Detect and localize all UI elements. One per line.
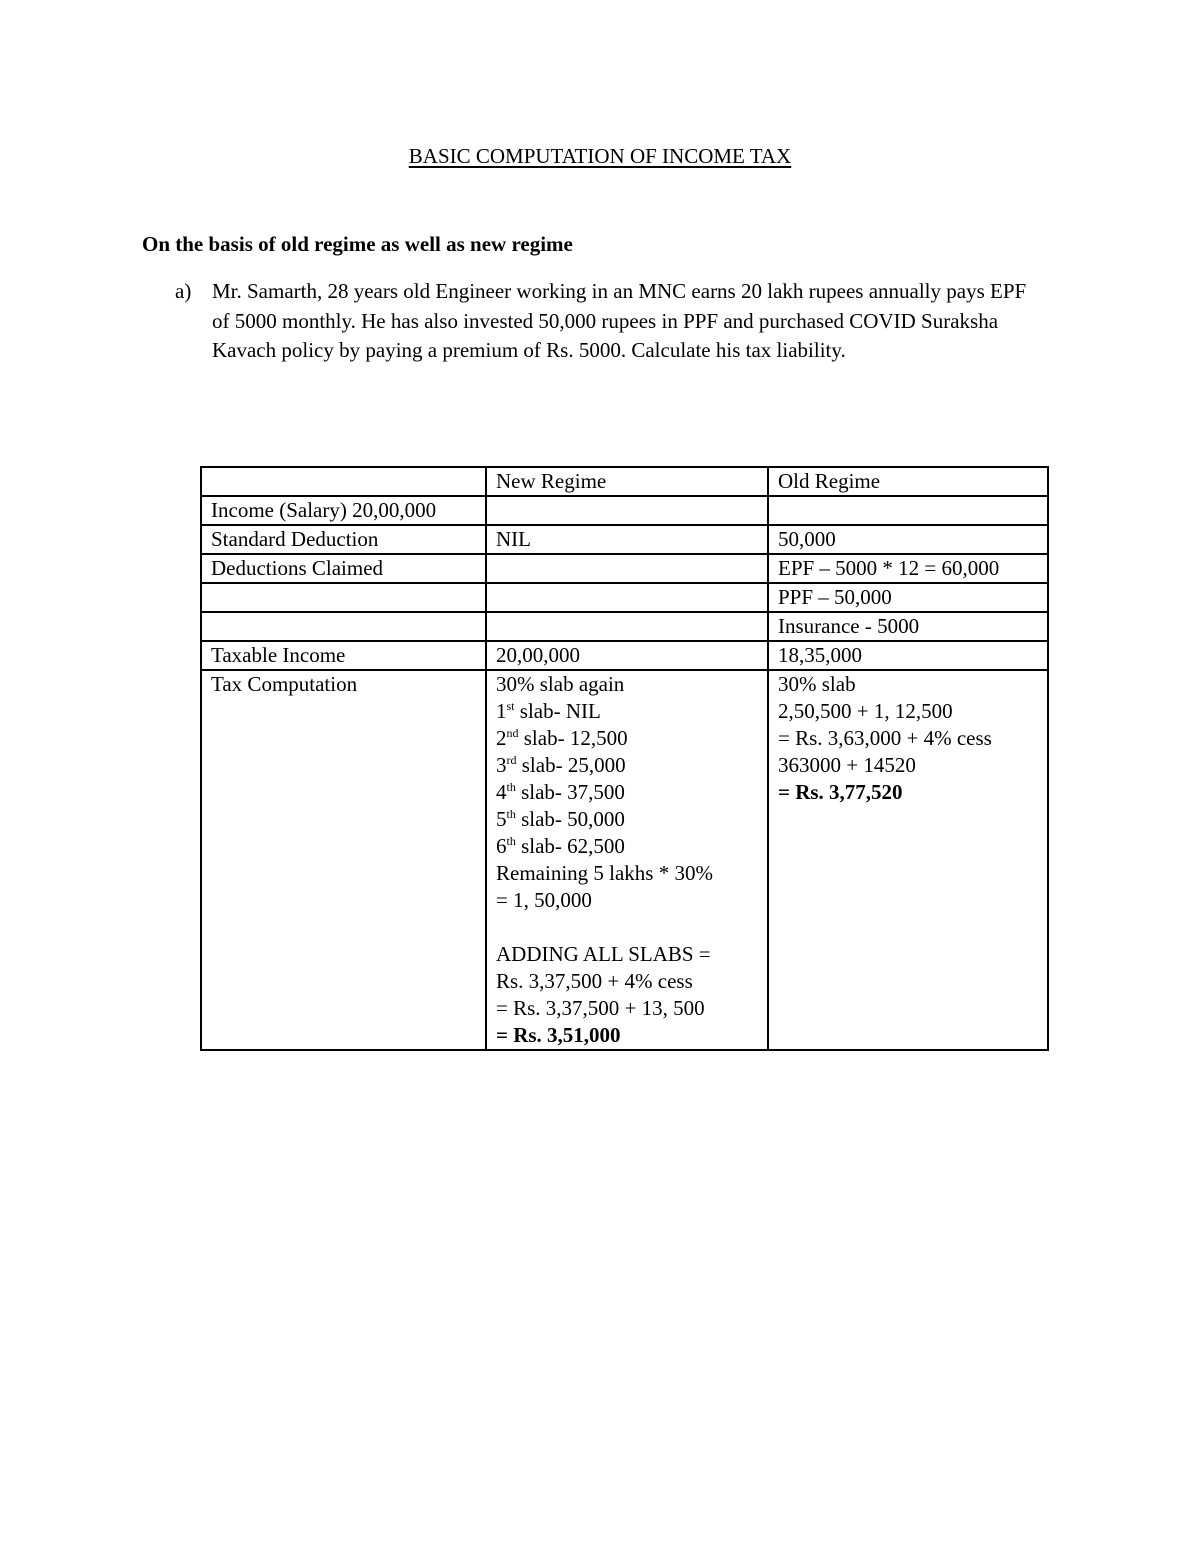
new-regime-computation bbox=[486, 670, 768, 1050]
computation-line: 363000 + 14520 bbox=[778, 753, 916, 777]
new-regime-cell bbox=[486, 496, 768, 525]
table-header-row bbox=[201, 467, 1048, 496]
slab-line: 3rd slab- 25,000 bbox=[496, 753, 626, 777]
computation-line: Rs. 3,37,500 + 4% cess bbox=[496, 969, 693, 993]
new-regime-total: = Rs. 3,51,000 bbox=[496, 1023, 621, 1047]
table-row bbox=[201, 641, 1048, 670]
old-regime-cell bbox=[768, 496, 1048, 525]
table-row bbox=[201, 525, 1048, 554]
computation-line: Remaining 5 lakhs * 30% bbox=[496, 861, 713, 885]
row-label: Deductions Claimed bbox=[201, 554, 486, 583]
row-label bbox=[201, 612, 486, 641]
row-label: Income (Salary) 20,00,000 bbox=[201, 496, 486, 525]
header-cell-label bbox=[201, 467, 486, 496]
header-cell-new-regime: New Regime bbox=[486, 467, 768, 496]
old-regime-cell: 18,35,000 bbox=[768, 641, 1048, 670]
question-text: Mr. Samarth, 28 years old Engineer working in an MNC earns 20 lakh rupees annually pays EPF of 5000 monthly. He has also invested 50,000 rupees in PPF and purchased COVID Suraksha Kavach policy by paying a premium of Rs. 5000. Calculate his tax liability. bbox=[212, 279, 1027, 362]
question-a bbox=[142, 277, 1042, 366]
tax-comparison-table bbox=[200, 466, 1049, 1051]
old-regime-computation bbox=[768, 670, 1048, 1050]
new-regime-cell: NIL bbox=[486, 525, 768, 554]
table-row bbox=[201, 496, 1048, 525]
table-row bbox=[201, 612, 1048, 641]
tax-computation-row bbox=[201, 670, 1048, 1050]
old-regime-cell: PPF – 50,000 bbox=[768, 583, 1048, 612]
table-row bbox=[201, 583, 1048, 612]
slab-line: 2nd slab- 12,500 bbox=[496, 726, 628, 750]
old-regime-cell: Insurance - 5000 bbox=[768, 612, 1048, 641]
computation-line: = 1, 50,000 bbox=[496, 888, 592, 912]
list-marker: a) bbox=[175, 279, 192, 303]
new-regime-cell bbox=[486, 583, 768, 612]
computation-line: 30% slab bbox=[778, 672, 856, 696]
new-regime-cell: 20,00,000 bbox=[486, 641, 768, 670]
row-label: Tax Computation bbox=[201, 670, 486, 1050]
slab-line: 1st slab- NIL bbox=[496, 699, 601, 723]
computation-line: = Rs. 3,63,000 + 4% cess bbox=[778, 726, 992, 750]
new-regime-cell bbox=[486, 612, 768, 641]
slab-line: 6th slab- 62,500 bbox=[496, 834, 625, 858]
page-title: BASIC COMPUTATION OF INCOME TAX bbox=[408, 144, 792, 168]
row-label bbox=[201, 583, 486, 612]
section-subtitle: On the basis of old regime as well as new regime bbox=[142, 232, 573, 256]
table-row bbox=[201, 554, 1048, 583]
computation-line: 2,50,500 + 1, 12,500 bbox=[778, 699, 953, 723]
computation-line: = Rs. 3,37,500 + 13, 500 bbox=[496, 996, 705, 1020]
slab-line: 5th slab- 50,000 bbox=[496, 807, 625, 831]
row-label: Taxable Income bbox=[201, 641, 486, 670]
row-label: Standard Deduction bbox=[201, 525, 486, 554]
computation-line: ADDING ALL SLABS = bbox=[496, 942, 711, 966]
new-regime-cell bbox=[486, 554, 768, 583]
header-cell-old-regime: Old Regime bbox=[768, 467, 1048, 496]
slab-line: 4th slab- 37,500 bbox=[496, 780, 625, 804]
computation-line: 30% slab again bbox=[496, 672, 625, 696]
blank-line bbox=[496, 914, 758, 941]
old-regime-cell: 50,000 bbox=[768, 525, 1048, 554]
old-regime-cell: EPF – 5000 * 12 = 60,000 bbox=[768, 554, 1048, 583]
old-regime-total: = Rs. 3,77,520 bbox=[778, 780, 903, 804]
